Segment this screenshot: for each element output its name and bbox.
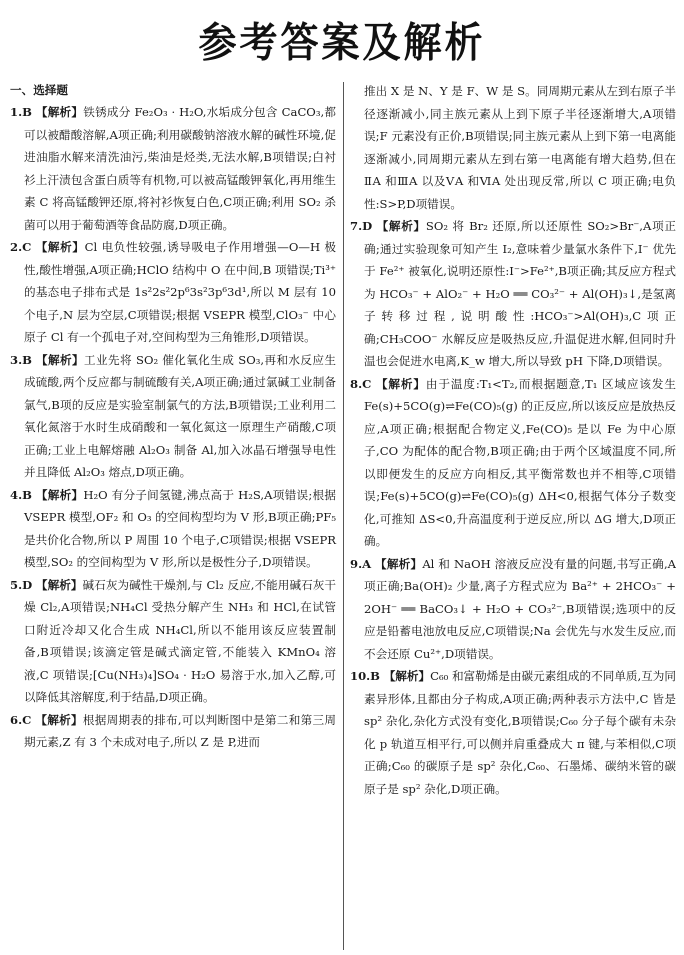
answer-item-2: 2.C 【解析】Cl 电负性较强,诱导吸电子作用增强—O—H 极性,酸性增强,A项正确;HClO 结构中 O 在中间,B 项错误;Ti³⁺ 的基态电子排布式是 1s²2s²2p⁶3s²3p⁶3d¹,所以 M 层有 10 个电子,N 层为空层,C项错误;根据 VSEPR 模型,ClO₃⁻ 中心原子 Cl 有一个孤电子对,空间构型为三角锥形,D项错误。 xyxy=(10,240,336,344)
answer-columns xyxy=(10,80,676,950)
answer-item-4: 4.B 【解析】H₂O 有分子间氢键,沸点高于 H₂S,A项错误;根据 VSEPR 模型,OF₂ 和 O₃ 的空间构型均为 V 形,B项正确;PF₅ 是共价化合物,所以 P 周围 10 个电子,C项错误;根据 VSEPR 模型,SO₂ 的空间构型为 V 形,所以是极性分子,D项错误。 xyxy=(10,487,336,569)
answer-item-1: 1.B 【解析】铁锈成分 Fe₂O₃ · H₂O,水垢成分包含 CaCO₃,都可以被醋酸溶解,A项正确;利用碳酸钠溶液水解的碱性环境,促进油脂水解来清洗油污,柴油是烃类,无法水解,B项错误;白衬衫上汗渍包含蛋白质等有机物,可以被高锰酸钾氧化,再用维生素 C 将高锰酸钾还原,将衬衫恢复白色,C项正确;利用 SO₂ 杀菌可以用于葡萄酒等食品防腐,D项正确。 xyxy=(10,105,336,232)
answer-item-3: 3.B 【解析】工业先将 SO₂ 催化氧化生成 SO₃,再和水反应生成硫酸,两个反应都与制硫酸有关,A项正确;通过氯碱工业制备氯气,B项的反应是实验室制氯气的方法,B项错误;工业利用二氧化氮溶于水时生成硝酸和一氧化氮这一原理生产硝酸,C项正确;工业上电解熔融 Al₂O₃ 制备 Al,加入冰晶石增强导电性并且降低 Al₂O₃ 熔点,D项正确。 xyxy=(10,352,337,479)
section-title: 一、选择题 xyxy=(10,83,68,97)
answer-item-9: 9.A 【解析】Al 和 NaOH 溶液反应没有量的问题,书写正确,A项正确;Ba(OH)₂ 少量,离子方程式应为 Ba²⁺ + 2HCO₃⁻ + 2OH⁻ ══ BaCO₃↓ + H₂O + CO₃²⁻,B项错误;选项中的反应是铅蓄电池放电反应,C项错误;Na 会优先与水发生反应,而不会还原 Cu²⁺,D项错误。 xyxy=(350,556,676,661)
answer-item-6-continued: 推出 X 是 N、Y 是 F、W 是 S。同周期元素从左到右原子半径逐渐减小,同主族元素从上到下原子半径逐渐增大,A项错误;F 元素没有正价,B项错误;同主族元素从上到下第一电离能逐渐减小,同周期元素从左到右第一电离能有增大趋势,但在ⅡA 和ⅢA 以及ⅤA 和ⅥA 处出现反常,所以 C 项正确;电负性:S>P,D项错误。 xyxy=(364,84,676,211)
page-header xyxy=(0,0,684,76)
answer-item-7: 7.D 【解析】SO₂ 将 Br₂ 还原,所以还原性 SO₂>Br⁻,A项正确;通过实验现象可知产生 I₂,意味着少量氯水条件下,I⁻ 优先于 Fe²⁺ 被氧化,说明还原性:I⁻>Fe²⁺,B项正确;其反应方程式为 HCO₃⁻ + AlO₂⁻ + H₂O ══ CO₃²⁻ + Al(OH)₃↓,是氢离子转移过程,说明酸性:HCO₃⁻>Al(OH)₃,C项正确;CH₃COO⁻ 水解反应是吸热反应,升温促进水解,但同时升温也会促进水电离,K_w 增大,所以导致 pH 下降,D项错误。 xyxy=(350,219,676,368)
answer-item-5: 5.D 【解析】碱石灰为碱性干燥剂,与 Cl₂ 反应,不能用碱石灰干燥 Cl₂,A项错误;NH₄Cl 受热分解产生 NH₃ 和 HCl,在试管口附近冷却又化合生成 NH₄Cl,所以不能用该反应装置制备,B项错误;该滴定管是碱式滴定管,不能装入 KMnO₄ 溶液,C 项错误;[Cu(NH₃)₄]SO₄ · H₂O 易溶于水,加入乙醇,可以降低其溶解度,利于结晶,D项正确。 xyxy=(10,577,336,704)
answer-item-6: 6.C 【解析】根据周期表的排布,可以判断图中是第二和第三周期元素,Z 有 3 个未成对电子,所以 Z 是 P,进而 xyxy=(10,712,337,749)
page-title: 参考答案及解析 xyxy=(198,18,486,66)
answer-item-10: 10.B 【解析】C₆₀ 和富勒烯是由碳元素组成的不同单质,互为同素异形体,且都由分子构成,A项正确;两种表示方法中,C 皆是 sp² 杂化,杂化方式没有变化,B项错误;C₆₀ 分子每个碳有未杂化 p 轨道互相平行,可以侧并肩重叠成大 π 键,与苯相似,C项正确;C₆₀ 的碳原子是 sp² 杂化,C₆₀、石墨烯、碳纳米管的碳原子是 sp² 杂化,D项正确。 xyxy=(350,669,676,796)
answer-item-8: 8.C 【解析】由于温度:T₁<T₂,而根据题意,T₁ 区域应该发生 Fe(s)+5CO(g)⇌Fe(CO)₅(g) 的正反应,所以该反应是放热反应,A项正确;根据配合物定义,Fe(CO)₅ 是以 Fe 为中心原子,CO 为配体的配合物,B项正确;由于两个区域温度不同,所以即便发生的反应方向相反,其平衡常数也并不相等,C项错误;Fe(s)+5CO(g)⇌Fe(CO)₅(g) ΔH<0,根据气体分子数变化,可推知 ΔS<0,升高温度利于逆反应,所以 ΔG 增大,D项正确。 xyxy=(350,376,676,548)
right-column xyxy=(346,80,676,950)
column-divider xyxy=(343,82,344,950)
left-column xyxy=(10,80,340,950)
